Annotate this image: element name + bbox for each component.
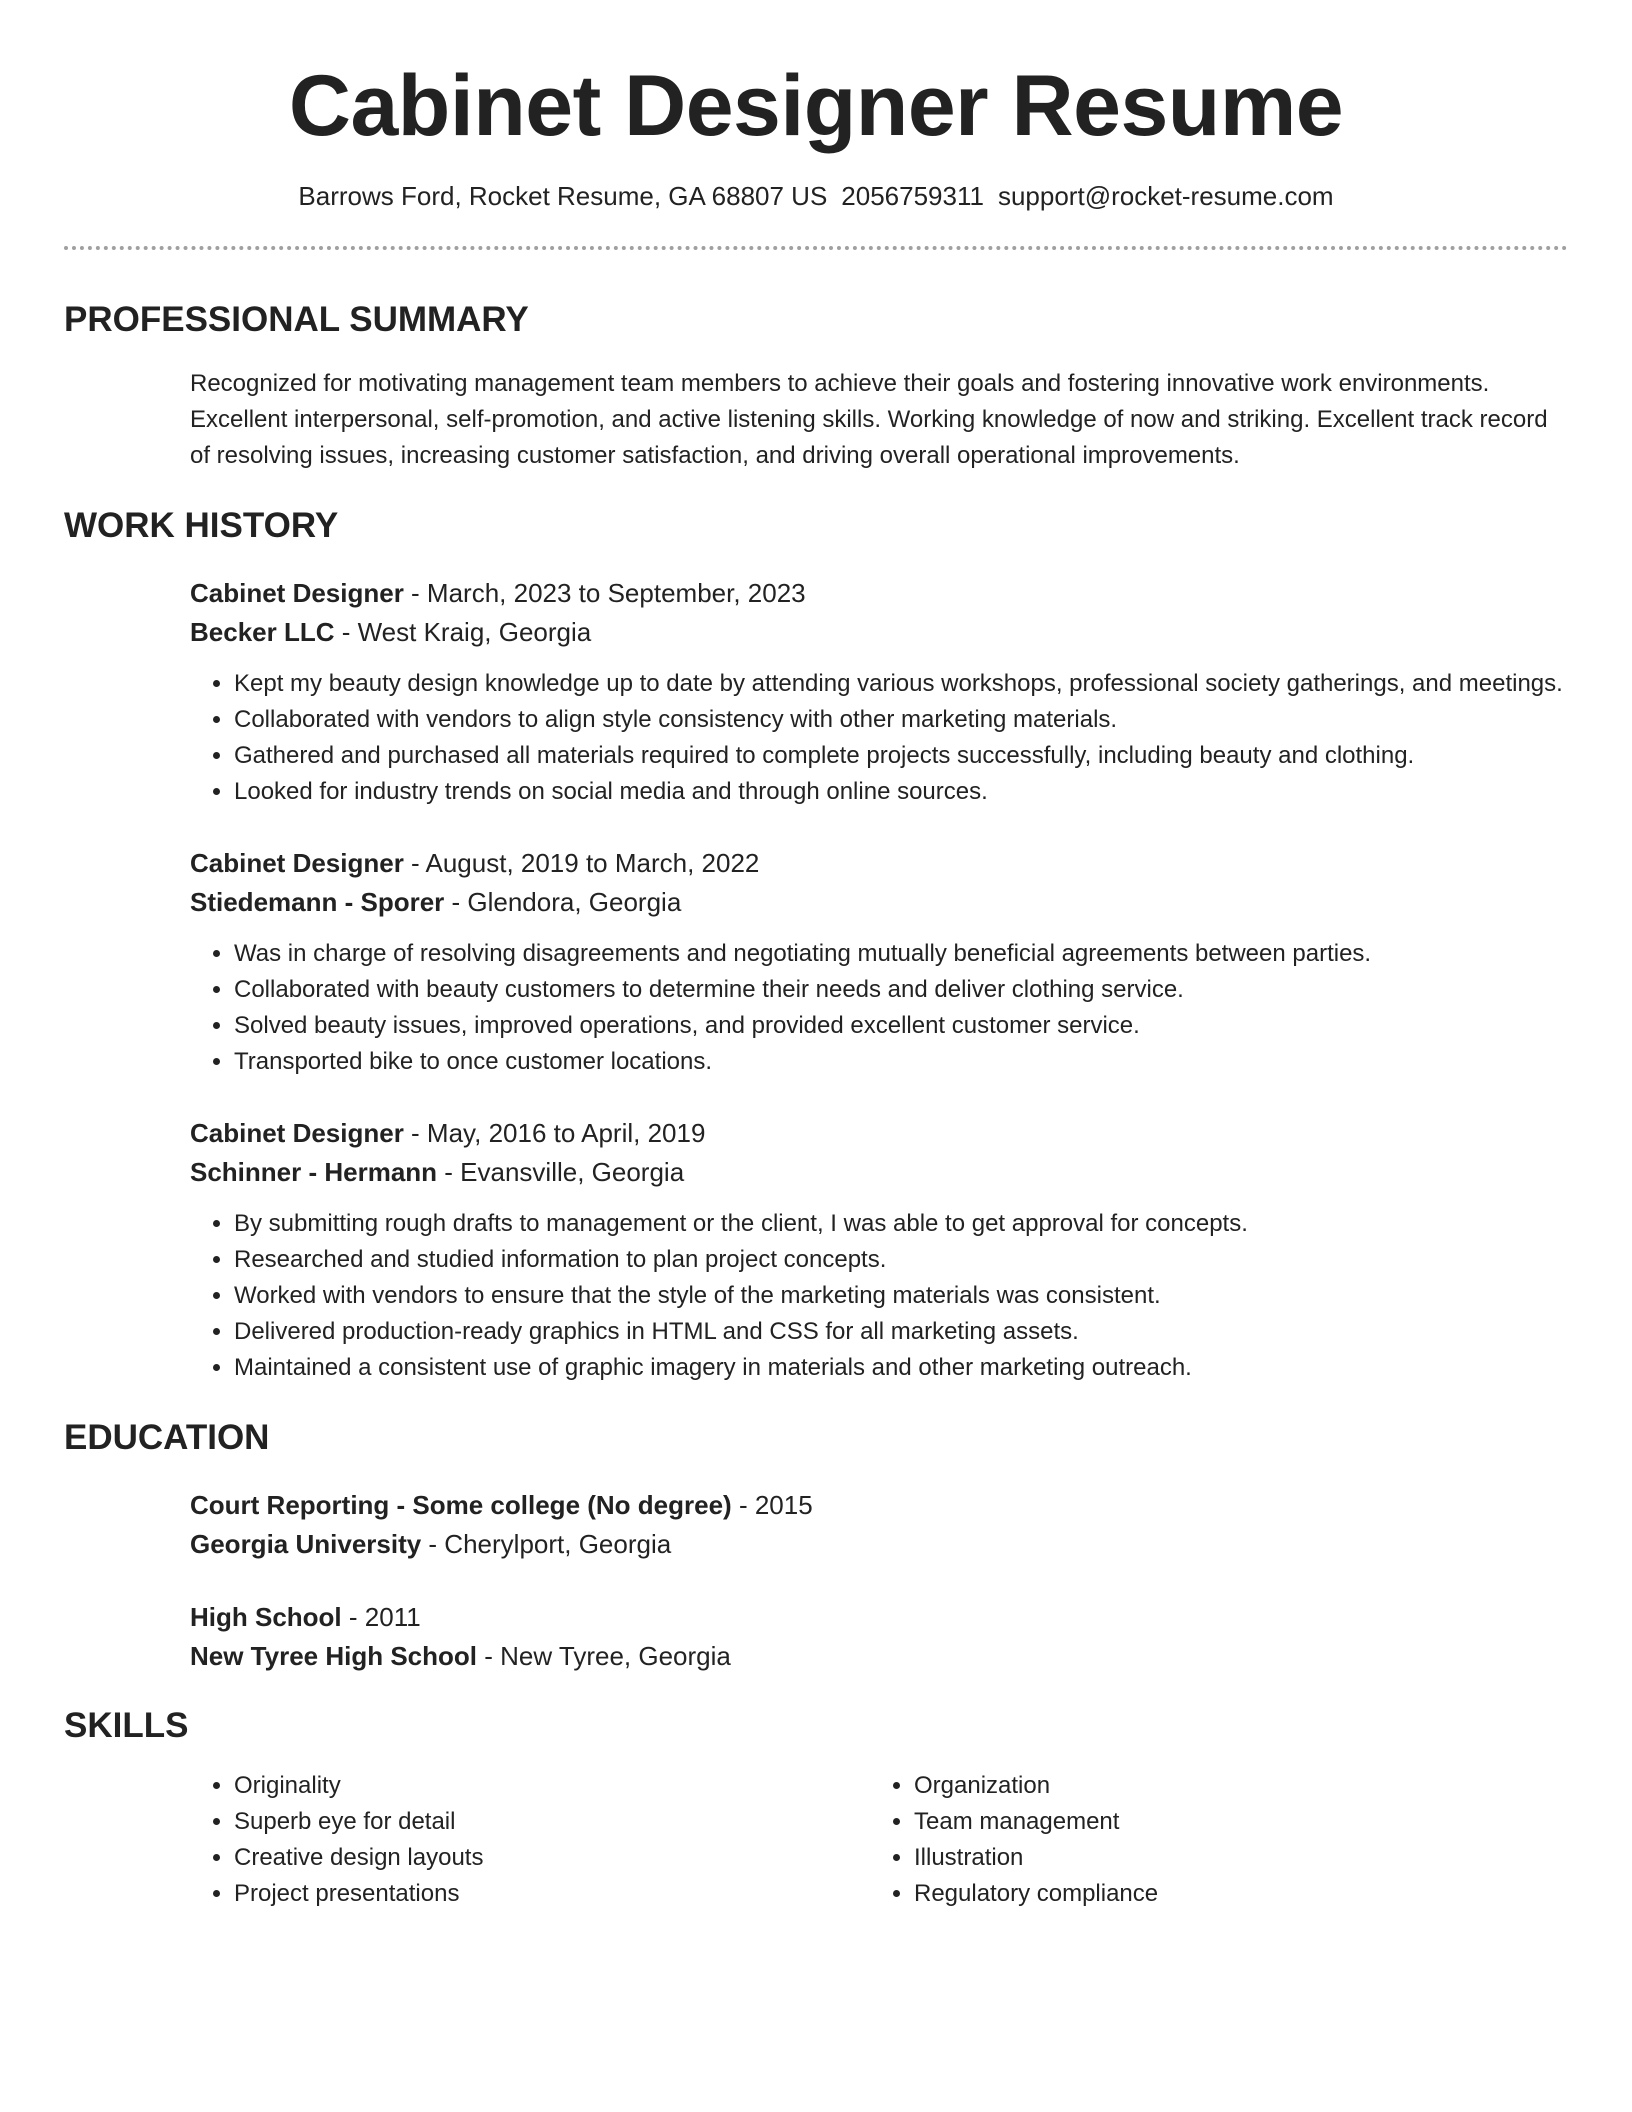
education-degree: Court Reporting - Some college (No degree)	[190, 1490, 732, 1520]
job-dates: - August, 2019 to March, 2022	[403, 848, 760, 878]
education-location: - New Tyree, Georgia	[477, 1641, 731, 1671]
skill-item: • Creative design layouts	[234, 1840, 870, 1876]
skill-item: • Originality	[234, 1768, 870, 1804]
job-title-line	[190, 1114, 1568, 1153]
job-entry	[190, 574, 1568, 810]
job-bullet: • Delivered production-ready graphics in HTML and CSS for all marketing assets.	[234, 1314, 1568, 1350]
job-location: - Glendora, Georgia	[444, 887, 682, 917]
skill-item: • Regulatory compliance	[914, 1876, 1550, 1912]
contact-address: Barrows Ford, Rocket Resume, GA 68807 US	[298, 181, 828, 211]
job-company-line	[190, 1153, 1568, 1192]
job-entry	[190, 844, 1568, 1080]
job-entry	[190, 1114, 1568, 1386]
summary-section	[64, 298, 1568, 474]
job-company-line	[190, 613, 1568, 652]
job-title: Cabinet Designer	[190, 848, 404, 878]
work-history-section	[64, 504, 1568, 1386]
job-bullet: • Collaborated with vendors to align style consistency with other marketing materials.	[234, 702, 1568, 738]
job-title-line	[190, 844, 1568, 883]
job-dates: - May, 2016 to April, 2019	[403, 1118, 706, 1148]
job-bullet: • Worked with vendors to ensure that the style of the marketing materials was consistent.	[234, 1278, 1568, 1314]
job-bullet: • Collaborated with beauty customers to determine their needs and deliver clothing service.	[234, 972, 1568, 1008]
education-school: Georgia University	[190, 1529, 422, 1559]
skills-section	[64, 1704, 1568, 1912]
job-location: - West Kraig, Georgia	[334, 617, 592, 647]
job-bullet: • Maintained a consistent use of graphic imagery in materials and other marketing outreach.	[234, 1350, 1568, 1386]
job-bullet: • By submitting rough drafts to management or the client, I was able to get approval for concepts.	[234, 1206, 1568, 1242]
resume-title: Cabinet Designer Resume	[288, 58, 1344, 154]
job-bullets	[190, 936, 1568, 1080]
education-location: - Cherylport, Georgia	[421, 1529, 672, 1559]
education-degree: High School	[190, 1602, 342, 1632]
job-dates: - March, 2023 to September, 2023	[403, 578, 806, 608]
contact-phone: 2056759311	[841, 181, 984, 211]
job-bullets	[190, 1206, 1568, 1386]
job-company: Schinner - Hermann	[190, 1157, 438, 1187]
job-bullet: • Researched and studied information to plan project concepts.	[234, 1242, 1568, 1278]
education-year: - 2015	[731, 1490, 813, 1520]
job-bullet: • Solved beauty issues, improved operations, and provided excellent customer service.	[234, 1008, 1568, 1044]
education-entry	[190, 1598, 1568, 1676]
skill-item: • Superb eye for detail	[234, 1804, 870, 1840]
job-bullet: • Kept my beauty design knowledge up to date by attending various workshops, professional society gatherings, and meetings.	[234, 666, 1568, 702]
job-company: Becker LLC	[190, 617, 335, 647]
job-bullet: • Looked for industry trends on social media and through online sources.	[234, 774, 1568, 810]
job-bullet: • Transported bike to once customer locations.	[234, 1044, 1568, 1080]
education-degree-line	[190, 1598, 1568, 1637]
job-company-line	[190, 883, 1568, 922]
education-heading: EDUCATION	[64, 1418, 270, 1457]
contact-line	[64, 178, 1568, 214]
skills-heading: SKILLS	[64, 1706, 189, 1745]
skill-item: • Project presentations	[234, 1876, 870, 1912]
contact-email: support@rocket-resume.com	[997, 181, 1334, 211]
job-title: Cabinet Designer	[190, 578, 404, 608]
education-school-line	[190, 1637, 1568, 1676]
job-title-line	[190, 574, 1568, 613]
education-entry	[190, 1486, 1568, 1564]
education-degree-line	[190, 1486, 1568, 1525]
education-school: New Tyree High School	[190, 1641, 478, 1671]
header-divider	[64, 246, 1568, 250]
job-title: Cabinet Designer	[190, 1118, 404, 1148]
education-year: - 2011	[341, 1602, 421, 1632]
skill-item: • Illustration	[914, 1840, 1550, 1876]
summary-heading: PROFESSIONAL SUMMARY	[64, 300, 529, 339]
skills-column-left	[190, 1768, 870, 1912]
summary-text: Recognized for motivating management team members to achieve their goals and fostering innovative work environments. Excellent interpersonal, self-promotion, and active listening skills. Working knowledge of now and striking. Excellent track record of resolving issues, increasing customer satisfaction, and driving overall operational improvements.	[190, 370, 1548, 469]
job-location: - Evansville, Georgia	[437, 1157, 685, 1187]
job-bullet: • Was in charge of resolving disagreements and negotiating mutually beneficial agreements between parties.	[234, 936, 1568, 972]
job-bullets	[190, 666, 1568, 810]
skills-columns	[190, 1768, 1568, 1912]
job-bullet: • Gathered and purchased all materials required to complete projects successfully, including beauty and clothing.	[234, 738, 1568, 774]
education-school-line	[190, 1525, 1568, 1564]
skill-item: • Organization	[914, 1768, 1550, 1804]
work-history-heading: WORK HISTORY	[64, 506, 339, 545]
education-section	[64, 1416, 1568, 1676]
job-company: Stiedemann - Sporer	[190, 887, 445, 917]
skills-column-right	[870, 1768, 1550, 1912]
skill-item: • Team management	[914, 1804, 1550, 1840]
